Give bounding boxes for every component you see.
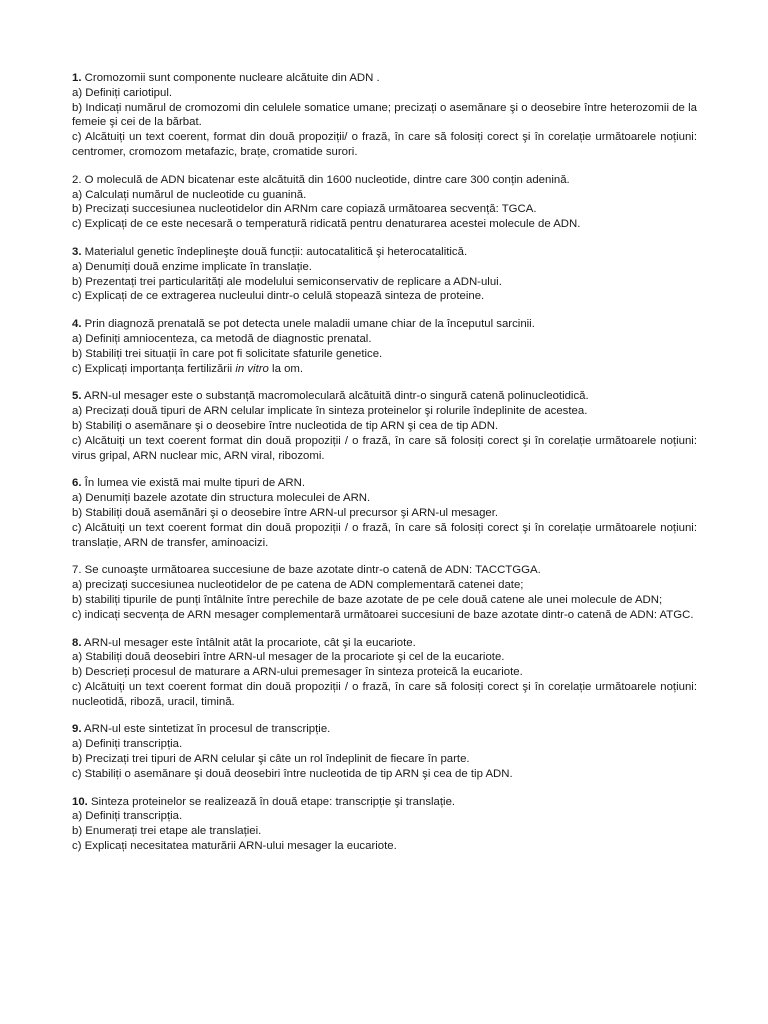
question-6-stem <box>72 476 697 491</box>
question-7-item-b: b) stabiliți tipurile de punți întâlnite între perechile de baze azotate de pe cele două catene ale unei molecule de ADN; <box>72 593 663 606</box>
question-5 <box>72 389 697 463</box>
question-2-item-c: c) Explicați de ce este necesară o temperatură ridicată pentru denaturarea acestei molecule de ADN. <box>72 218 581 231</box>
question-6 <box>72 476 697 550</box>
question-text: ARN-ul este sintetizat în procesul de transcripție. <box>84 723 331 736</box>
question-10-stem <box>72 795 697 810</box>
question-10 <box>72 795 697 854</box>
question-number: 6. <box>72 477 82 490</box>
question-number: 1. <box>72 72 82 84</box>
worksheet-page <box>72 71 697 867</box>
question-4-item-b: b) Stabiliți trei situații în care pot fi solicitate sfaturile genetice. <box>72 347 383 360</box>
question-text: Sinteza proteinelor se realizează în două etape: transcripție şi translație. <box>91 795 456 808</box>
question-8-item-a: a) Stabiliți două deosebiri între ARN-ul mesager de la procariote şi cel de la eucariote. <box>72 651 505 664</box>
question-10-item-c: c) Explicați necesitatea maturării ARN-ului mesager la eucariote. <box>72 840 397 853</box>
question-2 <box>72 173 697 232</box>
question-4-stem <box>72 317 697 332</box>
question-3-item-c: c) Explicați de ce extragerea nucleului dintr-o celulă stopează sinteza de proteine. <box>72 290 485 303</box>
question-1-item-b: b) Indicați numărul de cromozomi din celulele somatice umane; precizați o asemănare şi o deosebire între heterozomii de la femeie şi cei de la bărbat. <box>72 101 697 129</box>
question-8-item-c: c) Alcătuiți un text coerent format din două propoziții / o frază, în care să folosiți corect şi în corelație următoarele noțiuni: nucleotidă, riboză, uracil, timină. <box>72 680 697 708</box>
question-text: ARN-ul mesager este întâlnit atât la procariote, cât şi la eucariote. <box>84 636 416 649</box>
question-2-item-a: a) Calculați numărul de nucleotide cu guanină. <box>72 188 307 201</box>
question-text: ARN-ul mesager este o substanță macromoleculară alcătuită dintr-o singură catenă polinucleotidică. <box>84 390 589 403</box>
question-4 <box>72 317 697 376</box>
question-number: 9. <box>72 723 82 736</box>
question-1-item-c: c) Alcătuiți un text coerent, format din două propoziții/ o frază, în care să folosiți corect şi în corelație următoarele noțiuni: centromer, cromozom metafazic, brațe, cromatide surori. <box>72 131 697 158</box>
question-8 <box>72 636 697 710</box>
question-2-stem <box>72 173 697 188</box>
question-text: În lumea vie există mai multe tipuri de ARN. <box>84 477 305 490</box>
question-number: 3. <box>72 245 82 258</box>
question-5-item-b: b) Stabiliți o asemănare şi o deosebire între nucleotida de tip ARN şi cea de tip ADN. <box>72 419 499 432</box>
question-text: Cromozomii sunt componente nucleare alcătuite din ADN . <box>84 72 380 84</box>
question-7 <box>72 563 697 622</box>
question-1-item-a: a) Definiți cariotipul. <box>72 86 173 99</box>
question-1 <box>72 71 697 160</box>
question-8-stem <box>72 636 697 651</box>
question-4-item-a: a) Definiți amniocenteza, ca metodă de diagnostic prenatal. <box>72 332 372 345</box>
question-7-stem <box>72 563 697 578</box>
question-6-item-a: a) Denumiți bazele azotate din structura moleculei de ARN. <box>72 492 371 505</box>
question-1-stem <box>72 71 697 86</box>
question-9-item-b: b) Precizați trei tipuri de ARN celular şi câte un rol îndeplinit de fiecare în parte. <box>72 753 470 766</box>
question-text: Se cunoaşte următoarea succesiune de baze azotate dintr-o catenă de ADN: TACCTGGA. <box>84 564 541 577</box>
question-7-item-c: c) indicați secvența de ARN mesager complementară următoarei succesiuni de baze azotate dintr-o catenă de ADN: ATGC. <box>72 608 694 621</box>
question-5-item-c: c) Alcătuiți un text coerent format din două propoziții / o frază, în care să folosiți corect şi în corelație următoarele noțiuni: virus gripal, ARN nuclear mic, ARN viral, ribozomi. <box>72 434 697 462</box>
question-text: Materialul genetic îndeplineşte două funcții: autocatalitică şi heterocatalitică. <box>84 245 468 258</box>
question-6-item-c: c) Alcătuiți un text coerent format din două propoziții / o frază, în care să folosiți corect şi în corelație următoarele noțiuni: translație, ARN de transfer, aminoacizi. <box>72 521 697 549</box>
item-c-text: c) Explicați importanța fertilizării <box>72 362 236 375</box>
question-9-item-c: c) Stabiliți o asemănare şi două deosebiri între nucleotida de tip ARN şi cea de tip ADN. <box>72 767 513 780</box>
question-number: 8. <box>72 636 82 649</box>
question-3 <box>72 245 697 304</box>
question-9-stem <box>72 722 697 737</box>
question-5-item-a: a) Precizați două tipuri de ARN celular implicate în sinteza proteinelor şi rolurile îndeplinite de acestea. <box>72 405 588 418</box>
question-6-item-b: b) Stabiliți două asemănări şi o deosebire între ARN-ul precursor şi ARN-ul mesager. <box>72 506 499 519</box>
question-10-item-a: a) Definiți transcripția. <box>72 810 183 823</box>
question-10-item-b: b) Enumerați trei etape ale translației. <box>72 825 262 838</box>
question-3-stem <box>72 245 697 260</box>
question-number: 2. <box>72 173 82 186</box>
question-9-item-a: a) Definiți transcripția. <box>72 738 183 751</box>
question-text: O moleculă de ADN bicatenar este alcătuită din 1600 nucleotide, dintre care 300 conțin adenină. <box>84 173 570 186</box>
question-7-item-a: a) precizați succesiunea nucleotidelor de pe catena de ADN complementară catenei date; <box>72 579 524 592</box>
question-number: 7. <box>72 564 82 577</box>
question-3-item-a: a) Denumiți două enzime implicate în translație. <box>72 260 312 273</box>
item-c-text-end: la om. <box>268 362 304 375</box>
question-number: 4. <box>72 318 82 331</box>
question-5-stem <box>72 389 697 404</box>
question-9 <box>72 722 697 781</box>
question-4-item-c <box>72 362 697 377</box>
question-3-item-b: b) Prezentați trei particularități ale modelului semiconservativ de replicare a ADN-ului. <box>72 275 502 288</box>
question-number: 5. <box>72 390 82 403</box>
question-2-item-b: b) Precizați succesiunea nucleotidelor din ARNm care copiază următoarea secvență: TGCA. <box>72 203 537 216</box>
question-number: 10. <box>72 795 88 808</box>
question-text: Prin diagnoză prenatală se pot detecta unele maladii umane chiar de la începutul sarcinii. <box>84 318 535 331</box>
in-vitro-italic: in vitro <box>235 362 269 375</box>
question-8-item-b: b) Descrieți procesul de maturare a ARN-ului premesager în sinteza proteică la eucariote. <box>72 666 523 679</box>
